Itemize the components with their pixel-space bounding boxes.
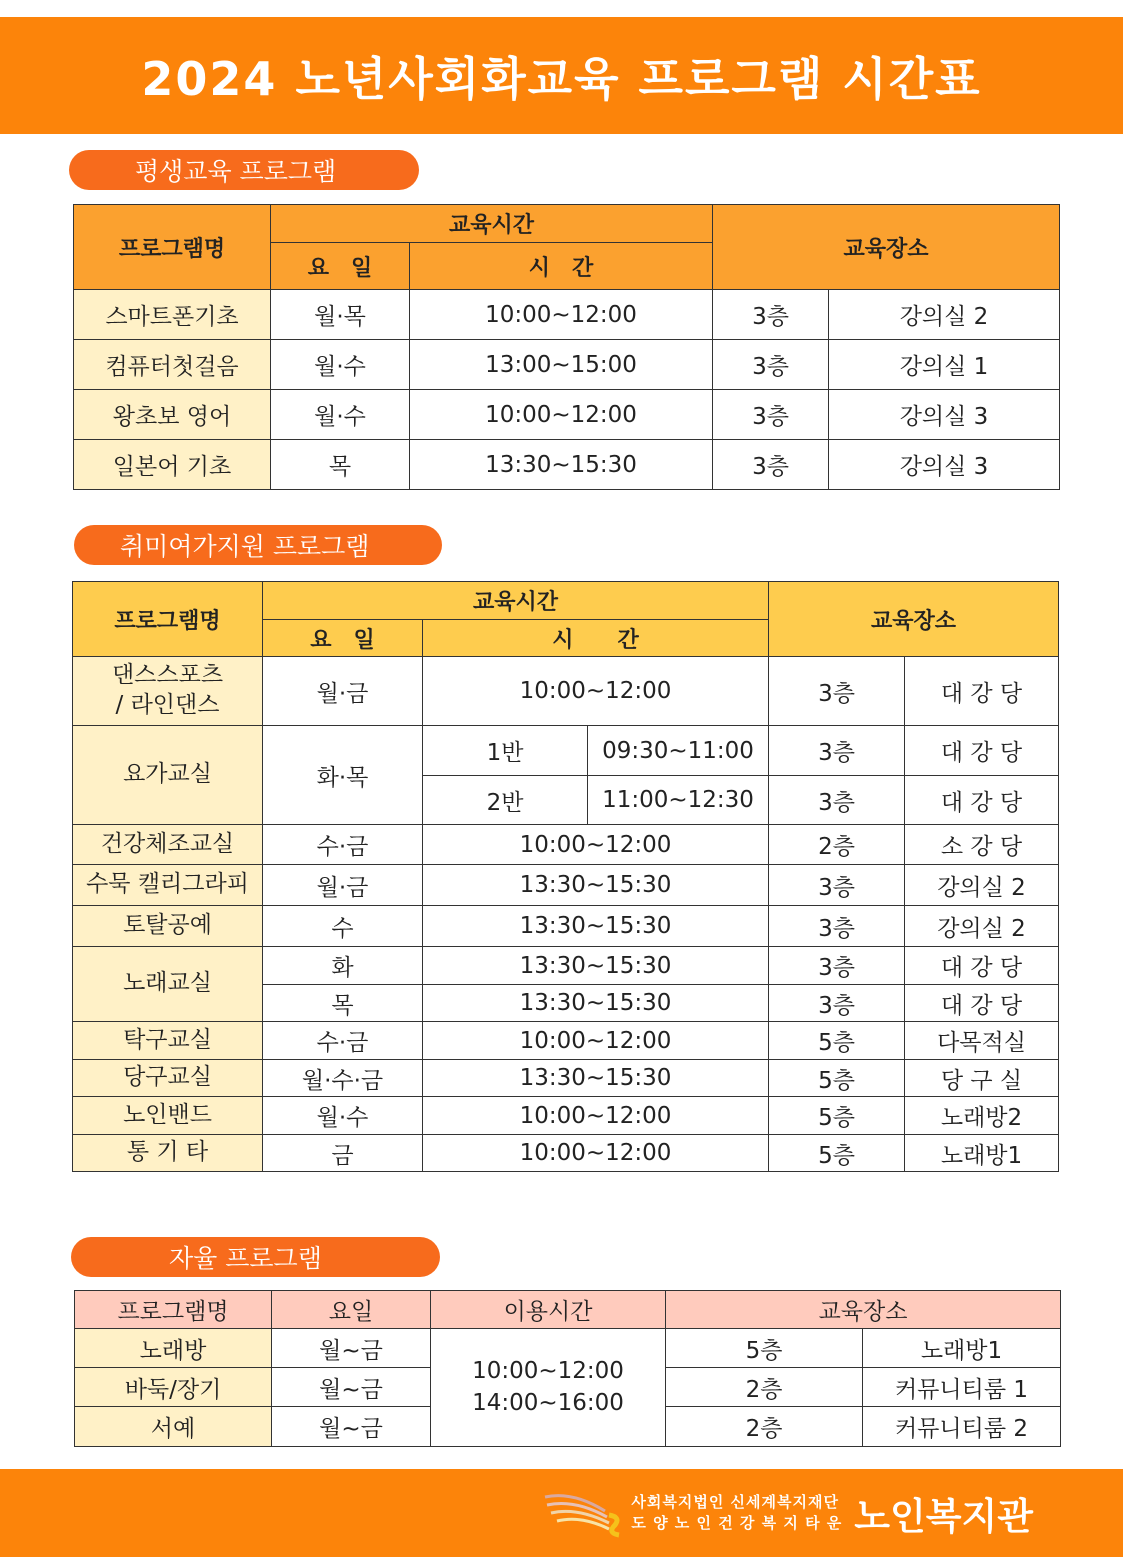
program-name: 당구교실 [73,1060,263,1097]
table-row [73,906,1059,947]
program-floor: 2층 [666,1368,863,1407]
program-room: 강의실 2 [905,906,1059,947]
program-floor: 3층 [769,906,905,947]
program-floor: 5층 [769,1060,905,1097]
program-name: 노래교실 [73,947,263,1022]
program-room: 대 강 당 [905,726,1059,776]
program-floor: 3층 [769,776,905,825]
table-row [73,865,1059,906]
program-name-line: 댄스스포츠 [111,662,224,689]
program-room: 대 강 당 [905,776,1059,825]
program-name: 토탈공예 [73,906,263,947]
section-title: 자율 프로그램 [169,1244,322,1273]
program-floor: 2층 [769,825,905,865]
program-day: 수·금 [263,1022,423,1060]
header-time-group: 교육시간 [263,582,769,620]
header-time: 시 간 [423,620,769,657]
program-floor: 5층 [769,1022,905,1060]
program-room: 다목적실 [905,1022,1059,1060]
program-day: 월·수 [271,340,410,390]
program-floor: 3층 [713,440,829,490]
program-floor: 3층 [769,865,905,906]
program-time: 11:00~12:30 [588,776,769,825]
organization-name: 노인복지관 [854,1495,1033,1538]
program-name: 탁구교실 [73,1022,263,1060]
program-time: 10:00~12:00 [423,1135,769,1172]
program-day: 월·수·금 [263,1060,423,1097]
program-room: 커뮤니티룸 1 [863,1368,1061,1407]
header-program-name: 프로그램명 [73,582,263,657]
program-day: 목 [263,985,423,1022]
table-row [74,390,1060,440]
program-room: 당 구 실 [905,1060,1059,1097]
header-time: 이용시간 [431,1291,666,1329]
program-floor: 3층 [769,726,905,776]
section-title: 평생교육 프로그램 [135,157,337,186]
table-row [74,440,1060,490]
program-room: 대 강 당 [905,985,1059,1022]
header-place: 교육장소 [713,205,1060,290]
program-room: 강의실 1 [829,340,1060,390]
program-room: 노래방2 [905,1097,1059,1135]
voluntary-program-table [74,1290,1061,1447]
program-room: 강의실 3 [829,390,1060,440]
table-row [73,1135,1059,1172]
program-time: 09:30~11:00 [588,726,769,776]
program-time: 13:30~15:30 [423,865,769,906]
usage-time-line: 14:00~16:00 [472,1389,624,1416]
program-day: 화·목 [263,726,423,825]
organization-line: 사회복지법인 신세계복지재단 [631,1493,839,1511]
section-label-hobby [74,525,442,565]
program-name: 컴퓨터첫걸음 [74,340,271,390]
program-name: 통 기 타 [73,1135,263,1172]
class-label: 1반 [423,726,588,776]
section-title: 취미여가지원 프로그램 [120,532,370,561]
program-floor: 3층 [713,290,829,340]
program-day: 화 [263,947,423,985]
organization-line: 도 양 노 인 건 강 복 지 타 운 [631,1514,843,1532]
program-floor: 3층 [769,947,905,985]
usage-time [431,1329,666,1447]
program-time: 13:30~15:30 [410,440,713,490]
header-place: 교육장소 [769,582,1059,657]
table-row [73,1060,1059,1097]
header-day: 요 일 [271,243,410,290]
section-label-lifelong [69,150,419,190]
header-time: 시 간 [410,243,713,290]
program-floor: 3층 [713,390,829,440]
header-place: 교육장소 [666,1291,1061,1329]
program-floor: 3층 [769,985,905,1022]
program-name: 스마트폰기초 [74,290,271,340]
table-row [73,947,1059,985]
program-name: 수묵 캘리그라피 [73,865,263,906]
program-room: 노래방1 [863,1329,1061,1368]
program-day: 수 [263,906,423,947]
program-day: 월·목 [271,290,410,340]
organization-logo [543,1487,1033,1539]
section-label-voluntary [71,1237,440,1277]
program-room: 대 강 당 [905,947,1059,985]
header-program-name: 프로그램명 [74,205,271,290]
table-row [73,1097,1059,1135]
table-row [74,290,1060,340]
program-time: 10:00~12:00 [423,1022,769,1060]
program-name: 서예 [75,1407,272,1447]
program-floor: 3층 [769,657,905,726]
program-floor: 5층 [769,1135,905,1172]
program-floor: 3층 [713,340,829,390]
program-room: 소 강 당 [905,825,1059,865]
program-day: 월~금 [272,1407,431,1447]
footer-band [0,1469,1123,1557]
program-time: 10:00~12:00 [423,1097,769,1135]
usage-time-line: 10:00~12:00 [472,1358,624,1385]
wing-logo-icon [543,1487,625,1539]
program-floor: 5층 [769,1097,905,1135]
program-room: 대 강 당 [905,657,1059,726]
hobby-program-table [72,581,1059,1172]
program-time: 10:00~12:00 [410,390,713,440]
program-name: 왕초보 영어 [74,390,271,440]
program-time: 13:30~15:30 [423,947,769,985]
program-room: 커뮤니티룸 2 [863,1407,1061,1447]
program-time: 13:30~15:30 [423,906,769,947]
table-row [73,825,1059,865]
program-day: 월~금 [272,1368,431,1407]
table-row [73,1022,1059,1060]
program-day: 월·수 [271,390,410,440]
header-program-name: 프로그램명 [75,1291,272,1329]
program-floor: 5층 [666,1329,863,1368]
program-room: 강의실 2 [905,865,1059,906]
program-name [73,657,263,726]
program-time: 10:00~12:00 [410,290,713,340]
program-time: 13:30~15:30 [423,1060,769,1097]
program-day: 수·금 [263,825,423,865]
program-day: 금 [263,1135,423,1172]
program-name: 바둑/장기 [75,1368,272,1407]
table-row [74,340,1060,390]
program-time: 13:30~15:30 [423,985,769,1022]
program-name: 요가교실 [73,726,263,825]
program-room: 강의실 3 [829,440,1060,490]
program-day: 월~금 [272,1329,431,1368]
table-row [73,657,1059,726]
program-room: 강의실 2 [829,290,1060,340]
program-day: 월·수 [263,1097,423,1135]
table-row [73,726,1059,776]
header-time-group: 교육시간 [271,205,713,243]
header-day: 요일 [272,1291,431,1329]
program-day: 월·금 [263,657,423,726]
program-name: 건강체조교실 [73,825,263,865]
program-name: 일본어 기초 [74,440,271,490]
program-name-line: / 라인댄스 [115,692,220,718]
title-banner [0,17,1123,134]
header-day: 요 일 [263,620,423,657]
page-title: 2024 노년사회화교육 프로그램 시간표 [141,51,982,106]
program-name: 노인밴드 [73,1097,263,1135]
lifelong-program-table [73,204,1060,490]
table-row [75,1329,1061,1368]
program-room: 노래방1 [905,1135,1059,1172]
program-time: 13:00~15:00 [410,340,713,390]
class-label: 2반 [423,776,588,825]
program-floor: 2층 [666,1407,863,1447]
program-day: 월·금 [263,865,423,906]
organization-subtitle [631,1492,842,1534]
program-time: 10:00~12:00 [423,825,769,865]
program-time: 10:00~12:00 [423,657,769,726]
program-name: 노래방 [75,1329,272,1368]
program-day: 목 [271,440,410,490]
